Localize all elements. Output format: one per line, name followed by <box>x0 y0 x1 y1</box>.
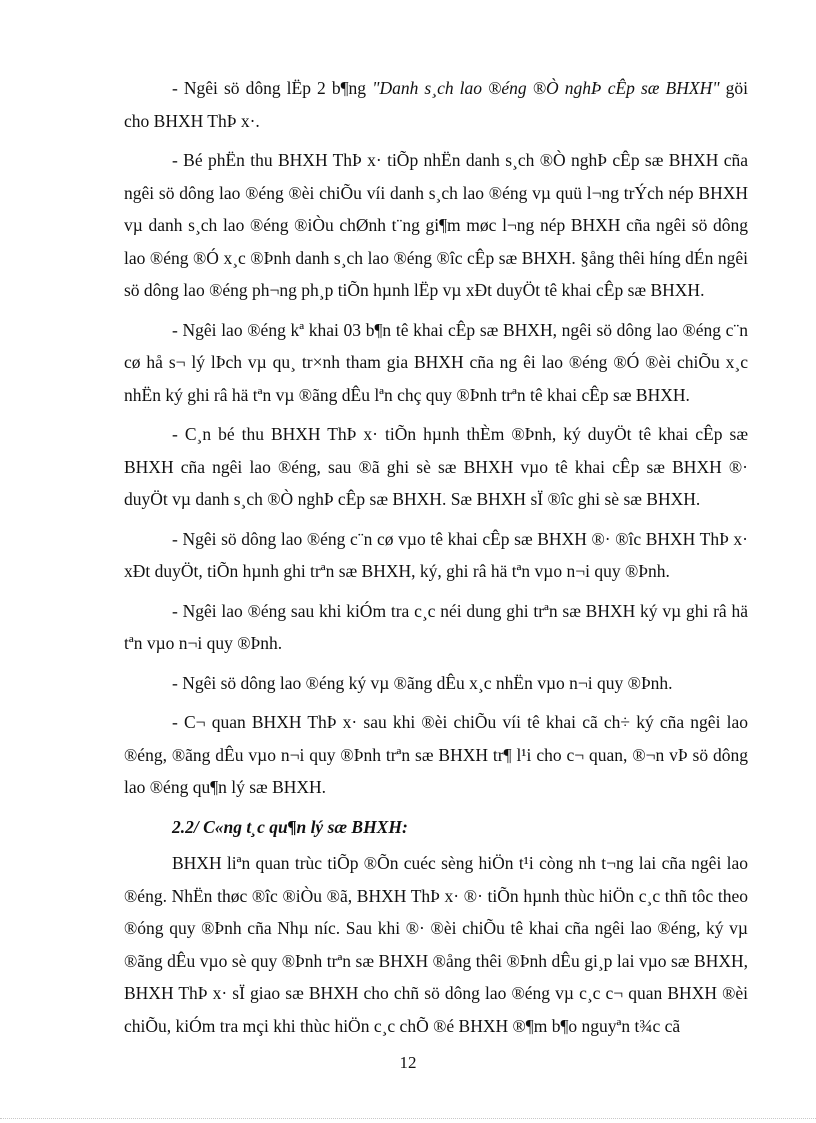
paragraph-1 <box>124 72 748 137</box>
paragraph-8: - C¬ quan BHXH ThÞ x· sau khi ®èi chiÕu víi tê khai cã ch÷ ký cña ngêi lao ®éng, ®ãng dÊu vµo n¬i quy ®Þnh trªn sæ BHXH tr¶ l¹i cho c¬ quan, ®¬n vÞ sö dông lao ®éng qu¶n lý sæ BHXH. <box>124 712 748 797</box>
section-heading: 2.2/ C«ng t¸c qu¶n lý sæ BHXH: <box>172 816 408 837</box>
paragraph-3: - Ngêi lao ®éng kª khai 03 b¶n tê khai cÊp sæ BHXH, ngêi sö dông lao ®éng c¨n cø hå s¬ lý lÞch vµ qu¸ tr×nh tham gia BHXH cña ng êi lao ®éng ®Ó ®èi chiÕu x¸c nhËn ký ghi râ hä tªn vµ ®ãng dÊu lªn chç quy ®Þnh trªn tê khai cÊp sæ BHXH. <box>124 319 748 405</box>
paragraph-2: - Bé phËn thu BHXH ThÞ x· tiÕp nhËn danh s¸ch ®Ò nghÞ cÊp sæ BHXH cña ngêi sö dông lao ®éng ®èi chiÕu víi danh s¸ch lao ®éng vµ quü l¬ng trÝch nép BHXH vµ danh s¸ch lao ®éng ®iÒu chØnh t¨ng gi¶m møc l¬ng nép BHXH cña ngêi sö dông lao ®éng ®Ó x¸c ®Þnh danh s¸ch lao ®éng ®îc cÊp sæ BHXH. §ång thêi híng dÉn ngêi sö dông lao ®éng ph¬ng ph¸p tiÕn hµnh lËp vµ xÐt duyÖt tê khai cÊp sæ BHXH. <box>124 150 748 300</box>
paragraph-4: - C¸n bé thu BHXH ThÞ x· tiÕn hµnh thÈm ®Þnh, ký duyÖt tê khai cÊp sæ BHXH cña ngêi lao ®éng, sau ®ã ghi sè sæ BHXH vµo tê khai cÊp sæ BHXH ®· duyÖt vµ danh s¸ch ®Ò nghÞ cÊp sæ BHXH. Sæ BHXH sÏ ®îc ghi sè sæ BHXH. <box>124 424 748 509</box>
paragraph-7: - Ngêi sö dông lao ®éng ký vµ ®ãng dÊu x¸c nhËn vµo n¬i quy ®Þnh. <box>172 672 673 693</box>
paragraph-6: - Ngêi lao ®éng sau khi kiÓm tra c¸c néi dung ghi trªn sæ BHXH ký vµ ghi râ hä tªn vµo n¬i quy ®Þnh. <box>124 600 748 653</box>
page-number: 12 <box>399 1053 417 1072</box>
document-title-italic: "Danh s¸ch lao ®éng ®Ò nghÞ cÊp sæ BHXH" <box>372 78 720 98</box>
paragraph-9: BHXH liªn quan trùc tiÕp ®Õn cuéc sèng hiÖn t¹i còng nh t¬ng lai cña ngêi lao ®éng. NhËn thøc ®îc ®iÒu ®ã, BHXH ThÞ x· ®· tiÕn hµnh thùc hiÖn c¸c thñ tôc theo ®óng quy ®Þnh cña Nhµ níc. Sau khi ®· ®èi chiÕu tê khai cña ngêi lao ®éng, ký vµ ®ãng dÊu vµo sè quy ®Þnh trªn sæ BHXH ®ång thêi ®Þnh dÊu gi¸p lai vµo sæ BHXH, BHXH ThÞ x· sÏ giao sæ BHXH cho chñ sö dông lao ®éng vµ c¸c c¬ quan BHXH ®èi chiÕu, kiÓm tra mçi khi thùc hiÖn c¸c chÕ ®é BHXH ®¶m b¶o nguyªn t¾c cã <box>124 853 748 1036</box>
paragraph-1-end: göi cho BHXH ThÞ x·. <box>124 78 748 131</box>
document-body <box>124 72 748 1049</box>
paragraph-5: - Ngêi sö dông lao ®éng c¨n cø vµo tê khai cÊp sæ BHXH ®· ®îc BHXH ThÞ x· xÐt duyÖt, tiÕn hµnh ghi trªn sæ BHXH, ký, ghi râ hä tªn vµo n¬i quy ®Þnh. <box>124 528 748 581</box>
paragraph-1-start: - Ngêi sö dông lËp 2 b¶ng <box>172 78 373 98</box>
page-footer-divider <box>0 1118 816 1119</box>
